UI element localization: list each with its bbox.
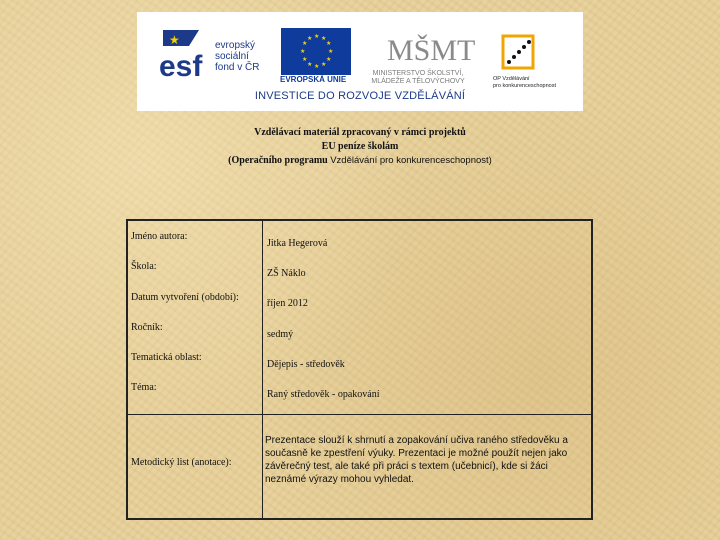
label-school: Škola: bbox=[131, 261, 157, 272]
value-theme: Raný středověk - opakování bbox=[267, 389, 380, 400]
info-table bbox=[126, 219, 593, 520]
esf-logo-icon bbox=[159, 26, 211, 82]
column-divider bbox=[262, 221, 263, 518]
value-school: ZŠ Náklo bbox=[267, 268, 306, 279]
esf-caption: evropský sociální fond v ČR bbox=[215, 40, 260, 73]
svg-text:★: ★ bbox=[314, 63, 320, 70]
value-author: Jitka Hegerová bbox=[267, 238, 328, 249]
heading-line-1: Vzdělávací materiál zpracovaný v rámci projektů bbox=[254, 127, 466, 138]
heading-line-3: (Operačního programu Vzdělávání pro konkurenceschopnost) bbox=[228, 155, 492, 166]
heading-line-2: EU peníze školám bbox=[321, 141, 399, 152]
svg-text:★: ★ bbox=[300, 48, 306, 55]
msmt-caption: MINISTERSTVO ŠKOLSTVÍ, MLÁDEŽE A TĚLOVÝCHOVY bbox=[371, 70, 465, 85]
label-date: Datum vytvoření (období): bbox=[131, 292, 239, 303]
op-caption: OP Vzdělávání pro konkurenceschopnost bbox=[493, 76, 556, 89]
svg-text:★: ★ bbox=[321, 35, 327, 42]
svg-text:★: ★ bbox=[169, 33, 180, 47]
svg-text:★: ★ bbox=[307, 61, 313, 68]
svg-text:★: ★ bbox=[314, 33, 320, 40]
label-topic-area: Tematická oblast: bbox=[131, 352, 202, 363]
svg-text:★: ★ bbox=[302, 56, 308, 63]
label-grade: Ročník: bbox=[131, 322, 163, 333]
msmt-logo-icon bbox=[385, 24, 476, 68]
svg-text:★: ★ bbox=[326, 56, 332, 63]
label-author: Jméno autora: bbox=[131, 231, 188, 242]
eu-flag-icon bbox=[281, 28, 351, 75]
svg-text:★: ★ bbox=[321, 61, 327, 68]
svg-text:★: ★ bbox=[328, 48, 334, 55]
msmt-mark: MŠMT bbox=[387, 34, 476, 67]
svg-text:★: ★ bbox=[326, 40, 332, 47]
logo-banner bbox=[137, 12, 583, 111]
value-topic-area: Dějepis - středověk bbox=[267, 359, 345, 370]
value-date: říjen 2012 bbox=[267, 298, 308, 309]
svg-text:★: ★ bbox=[302, 40, 308, 47]
svg-text:★: ★ bbox=[307, 35, 313, 42]
eu-caption: EVROPSKÁ UNIE bbox=[280, 75, 347, 84]
esf-mark: esf bbox=[159, 50, 203, 83]
row-divider bbox=[128, 414, 591, 415]
document-heading bbox=[0, 126, 720, 168]
value-grade: sedmý bbox=[267, 329, 294, 340]
label-annotation: Metodický list (anotace): bbox=[131, 457, 232, 468]
op-logo-icon bbox=[495, 30, 541, 76]
label-theme: Téma: bbox=[131, 382, 157, 393]
value-annotation: Prezentace slouží k shrnutí a zopakování učiva raného středověku a současně ke zpestření výuky. Prezentaci je možné použít nejen jako závěrečný test, ale také při práci s textem (učebnicí), kde si žáci neznámé výrazy mohou vyhledat. bbox=[265, 435, 568, 485]
investice-tagline: INVESTICE DO ROZVOJE VZDĚLÁVÁNÍ bbox=[254, 90, 466, 102]
